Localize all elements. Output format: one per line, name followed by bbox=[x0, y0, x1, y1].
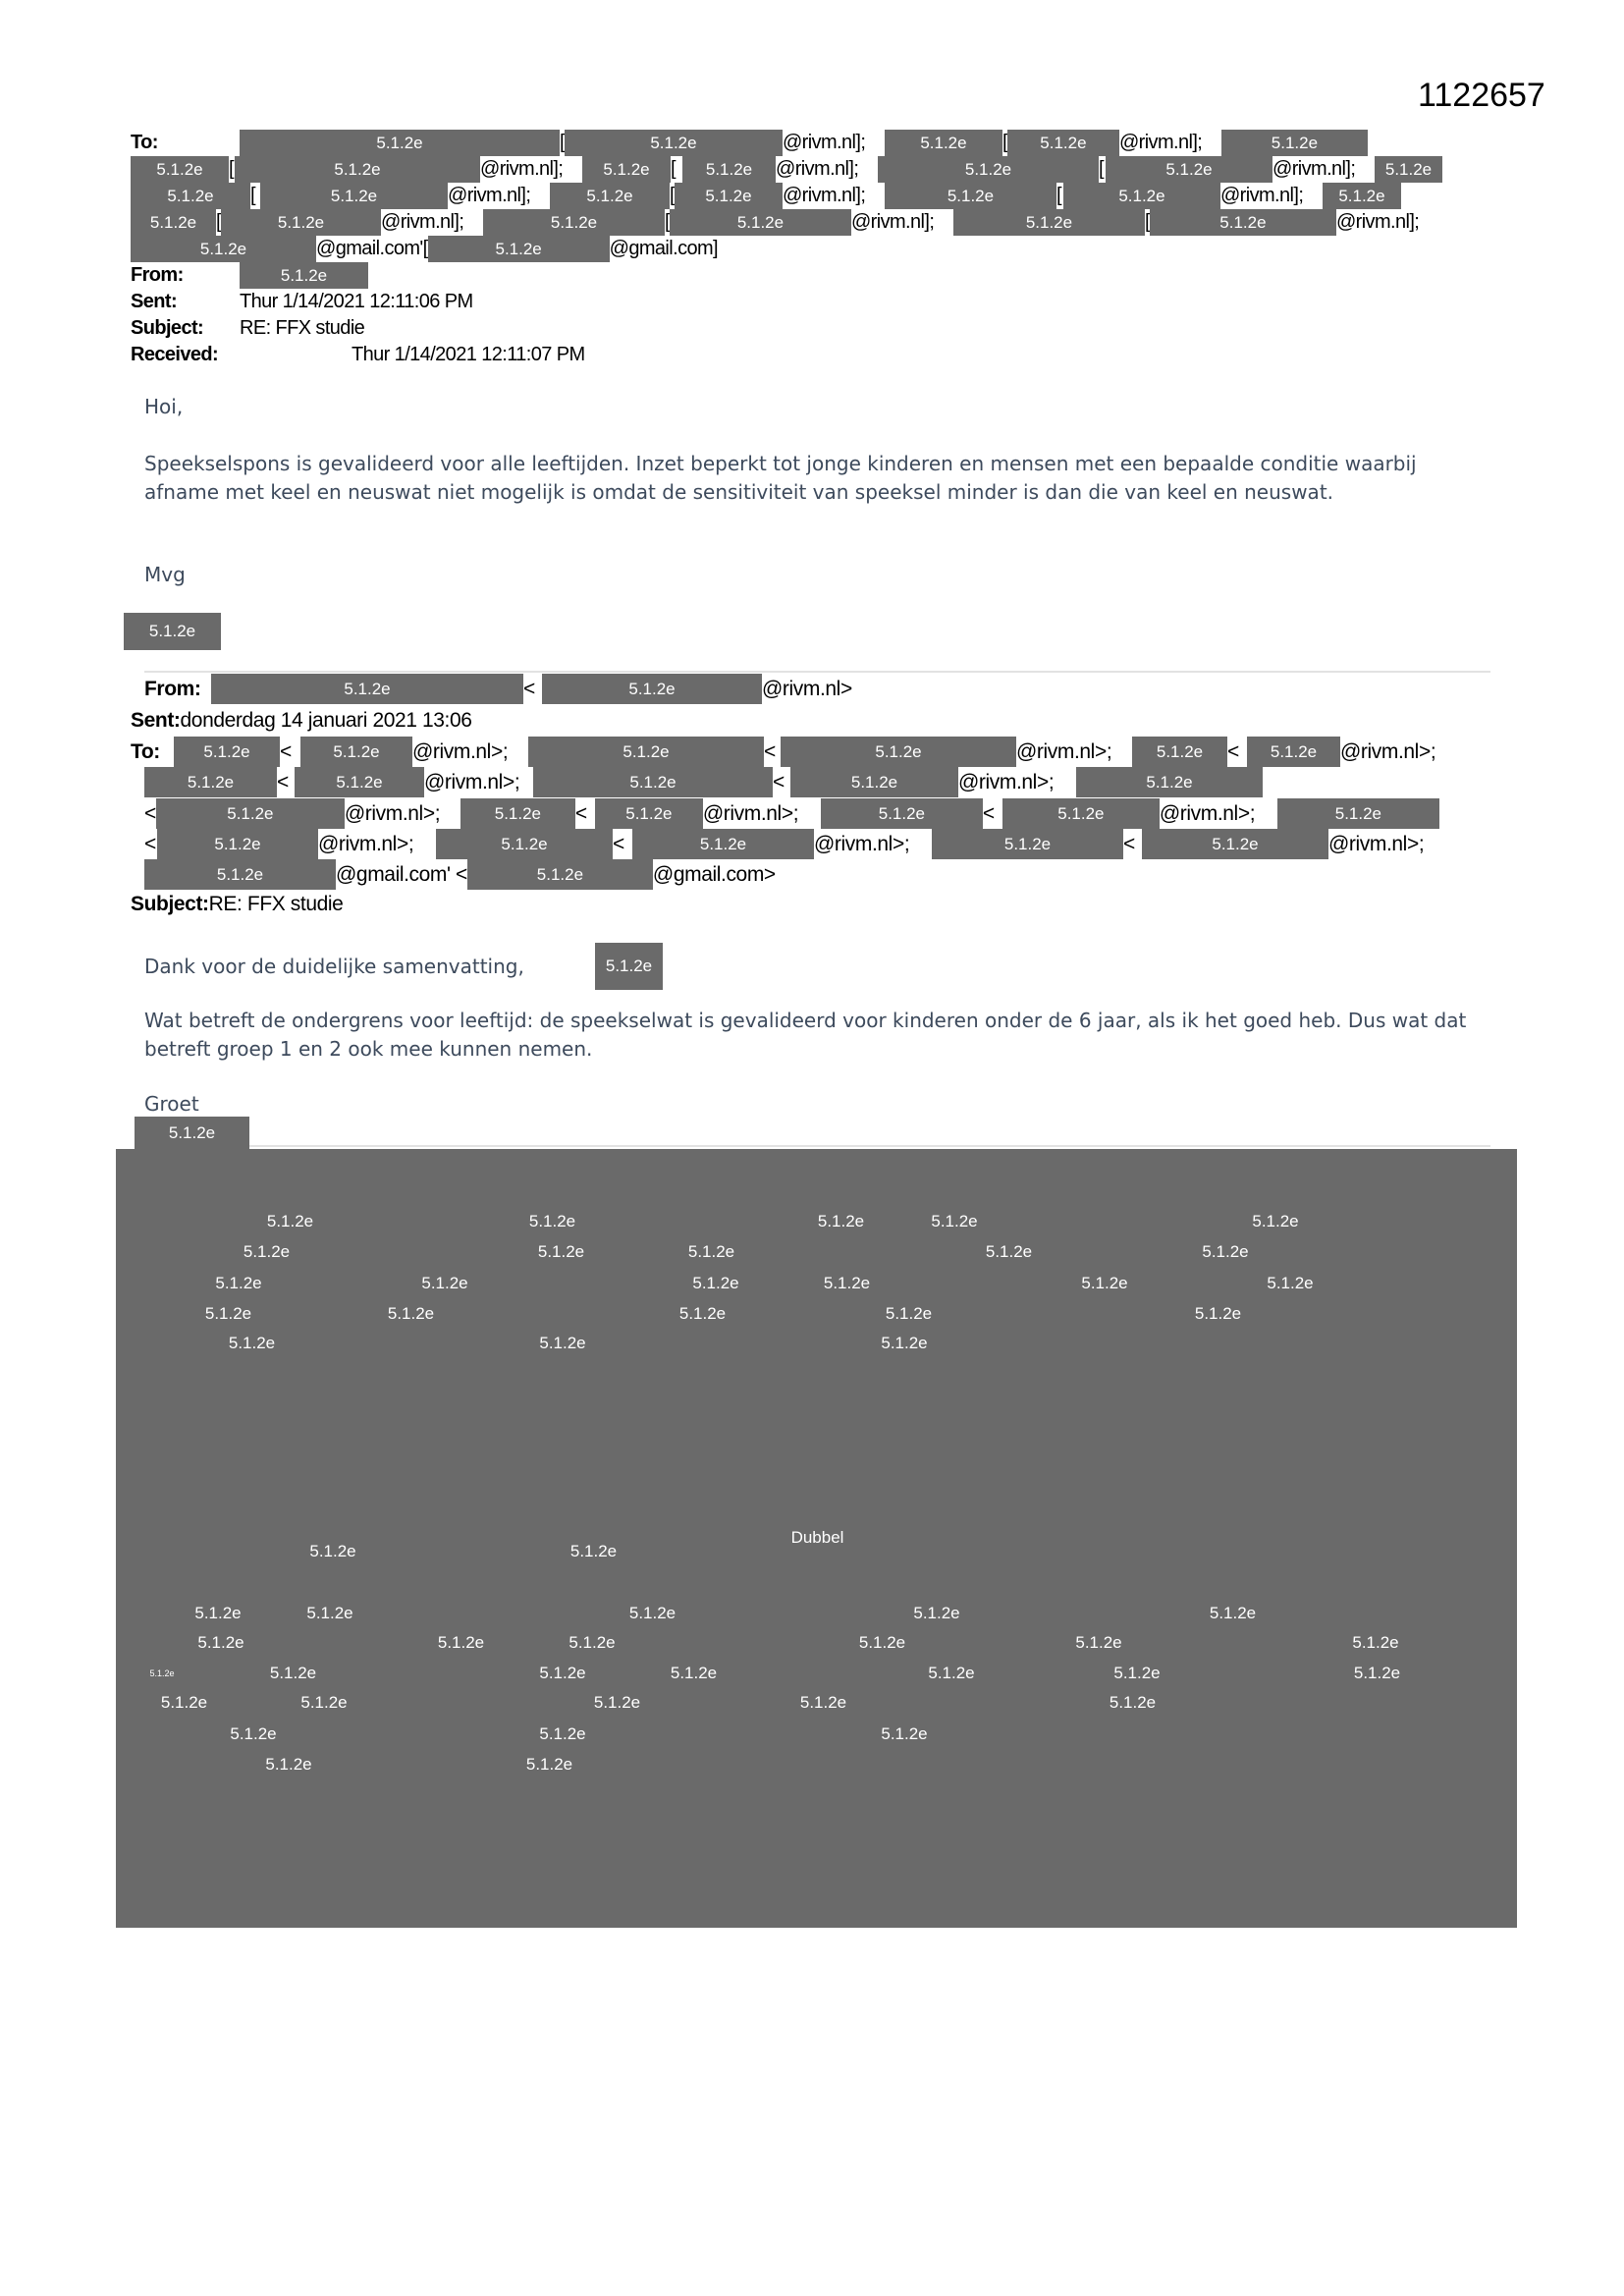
address-fragment: [ bbox=[665, 211, 670, 233]
address-fragment: @rivm.nl>; bbox=[1340, 739, 1436, 763]
redaction-label: 5.1.2e bbox=[269, 1664, 317, 1682]
address-fragment: @gmail.com] bbox=[609, 238, 719, 259]
email1-paragraph: Speekselspons is gevalideerd voor alle leeftijden. Inzet beperkt tot jonge kinderen en mensen met een bepaalde conditie waarbij afname met keel en neuswat niet mogelijk is omdat de sensitiviteit van speeksel minder is dan die van keel en neuswat. bbox=[144, 452, 1417, 504]
field-label: Subject: bbox=[131, 892, 209, 915]
address-fragment: < bbox=[1123, 832, 1135, 855]
redaction: 5.1.2e bbox=[1132, 737, 1227, 767]
redaction: 5.1.2e bbox=[131, 183, 250, 209]
address-fragment: [ bbox=[229, 158, 234, 180]
header-line bbox=[131, 889, 343, 919]
redaction-label: 5.1.2e bbox=[525, 1755, 573, 1774]
redaction-label: 5.1.2e bbox=[230, 1723, 277, 1743]
address-fragment: @rivm.nl>; bbox=[412, 739, 509, 763]
email2-line1: Dank voor de duidelijke samenvatting, bbox=[144, 955, 524, 978]
redaction: 5.1.2e bbox=[1323, 183, 1401, 209]
redaction-label: 5.1.2e bbox=[913, 1603, 960, 1622]
redaction: 5.1.2e bbox=[781, 737, 1016, 767]
redaction-label: 5.1.2e bbox=[678, 1304, 727, 1323]
redaction-label: 5.1.2e bbox=[1202, 1242, 1249, 1261]
redaction-label: 5.1.2e bbox=[881, 1334, 928, 1352]
email1-closing: Mvg bbox=[144, 563, 186, 586]
redaction-label: 5.1.2e bbox=[670, 1664, 718, 1682]
redaction: 5.1.2e bbox=[878, 156, 1099, 183]
address-fragment: < bbox=[773, 770, 785, 793]
redaction-label: 5.1.2e bbox=[1109, 1693, 1157, 1712]
redaction: 5.1.2e bbox=[1063, 183, 1220, 209]
redaction: 5.1.2e bbox=[675, 183, 783, 209]
header-line bbox=[131, 705, 472, 736]
field-label: Sent: bbox=[131, 291, 178, 312]
address-fragment: [ bbox=[1099, 158, 1104, 180]
redaction: 5.1.2e bbox=[483, 209, 665, 236]
redaction-label: 5.1.2e bbox=[885, 1304, 933, 1323]
address-fragment: @rivm.nl]; bbox=[850, 211, 935, 233]
header-line bbox=[144, 859, 776, 890]
address-fragment: @gmail.com> bbox=[652, 862, 776, 886]
redaction: 5.1.2e bbox=[821, 798, 983, 829]
address-fragment: @gmail.com' < bbox=[336, 862, 467, 886]
redaction-label: 5.1.2e bbox=[569, 1541, 618, 1560]
document-number: 1122657 bbox=[1418, 77, 1545, 114]
redaction: 5.1.2e bbox=[428, 236, 610, 262]
redaction: 5.1.2e bbox=[1277, 798, 1439, 829]
redaction: 5.1.2e bbox=[144, 859, 336, 890]
address-fragment: < bbox=[1227, 739, 1239, 763]
redaction: 5.1.2e bbox=[582, 156, 671, 183]
address-fragment: @rivm.nl]; bbox=[381, 211, 464, 233]
redaction: 5.1.2e bbox=[131, 156, 229, 183]
redaction: 5.1.2e bbox=[124, 613, 221, 650]
redaction-label: 5.1.2e bbox=[799, 1693, 847, 1712]
redaction: 5.1.2e bbox=[1375, 156, 1442, 183]
redaction: 5.1.2e bbox=[156, 798, 345, 829]
field-value: Thur 1/14/2021 12:11:06 PM bbox=[240, 291, 473, 312]
redaction: 5.1.2e bbox=[790, 767, 958, 797]
email1-greeting: Hoi, bbox=[144, 395, 184, 418]
header-line bbox=[131, 209, 1419, 236]
address-fragment: @rivm.nl>; bbox=[814, 832, 910, 855]
redaction-label: 5.1.2e bbox=[568, 1632, 616, 1652]
redaction-label: 5.1.2e bbox=[928, 1664, 975, 1682]
redaction-label: 5.1.2e bbox=[687, 1242, 735, 1261]
header-line bbox=[144, 767, 1263, 797]
redaction-label: 5.1.2e bbox=[537, 1242, 585, 1261]
field-label: To: bbox=[131, 739, 160, 763]
redaction: 5.1.2e bbox=[1247, 737, 1340, 767]
address-fragment: < bbox=[144, 801, 156, 825]
redaction: 5.1.2e bbox=[953, 209, 1145, 236]
address-fragment: < bbox=[277, 770, 289, 793]
redaction: 5.1.2e bbox=[260, 183, 448, 209]
address-fragment: @rivm.nl>; bbox=[424, 770, 520, 793]
address-fragment: @rivm.nl>; bbox=[318, 832, 414, 855]
email2-closing: Groet bbox=[144, 1092, 199, 1116]
address-fragment: < bbox=[144, 832, 156, 855]
field-label: From: bbox=[144, 677, 201, 700]
redaction-label: 5.1.2e bbox=[387, 1304, 435, 1323]
address-fragment: @rivm.nl]; bbox=[448, 185, 531, 206]
redaction-label: 5.1.2e bbox=[593, 1693, 641, 1712]
redaction: 5.1.2e bbox=[885, 183, 1056, 209]
redaction: 5.1.2e bbox=[1076, 767, 1263, 797]
redaction-label: 5.1.2e bbox=[931, 1211, 978, 1230]
address-fragment: @rivm.nl]; bbox=[480, 158, 564, 180]
header-line bbox=[131, 737, 1435, 767]
address-fragment: @rivm.nl>; bbox=[1328, 832, 1425, 855]
address-fragment: @rivm.nl]; bbox=[782, 185, 866, 206]
redaction: 5.1.2e bbox=[670, 209, 851, 236]
redaction: 5.1.2e bbox=[1007, 130, 1119, 156]
field-label: From: bbox=[131, 264, 184, 286]
email2-paragraph: Wat betreft de ondergrens voor leeftijd: de speekselwat is gevalideerd voor kinderen onder de 6 jaar, als ik het goed heb. Dus wat dat betreft groep 1 en 2 ook mee kunnen nemen. bbox=[144, 1009, 1467, 1061]
redaction: 5.1.2e bbox=[885, 130, 1002, 156]
address-fragment: @rivm.nl]; bbox=[776, 158, 859, 180]
redaction-label: 5.1.2e bbox=[149, 1668, 175, 1678]
redaction: 5.1.2e bbox=[932, 829, 1123, 859]
redaction: 5.1.2e bbox=[131, 236, 316, 262]
redaction: 5.1.2e bbox=[240, 130, 560, 156]
field-value: RE: FFX studie bbox=[240, 317, 365, 339]
field-value: Thur 1/14/2021 12:11:07 PM bbox=[352, 344, 585, 365]
redaction-label: 5.1.2e bbox=[1075, 1632, 1122, 1652]
redaction-label: 5.1.2e bbox=[243, 1242, 291, 1261]
redaction: 5.1.2e bbox=[565, 130, 783, 156]
redaction-label: 5.1.2e bbox=[1353, 1664, 1401, 1682]
redaction: 5.1.2e bbox=[1221, 130, 1368, 156]
redaction: 5.1.2e bbox=[460, 798, 575, 829]
redaction: 5.1.2e bbox=[528, 737, 764, 767]
redaction: 5.1.2e bbox=[295, 767, 424, 797]
redaction-label: 5.1.2e bbox=[309, 1541, 356, 1560]
header-line bbox=[131, 315, 364, 342]
address-fragment: < bbox=[574, 801, 587, 825]
field-value: donderdag 14 januari 2021 13:06 bbox=[180, 708, 472, 732]
address-fragment: < bbox=[764, 739, 776, 763]
field-label: Subject: bbox=[131, 317, 204, 339]
redaction-label: 5.1.2e bbox=[204, 1304, 252, 1323]
header-line bbox=[144, 829, 1424, 859]
redaction-label: 5.1.2e bbox=[858, 1632, 906, 1652]
redaction: 5.1.2e bbox=[682, 156, 776, 183]
redaction-label: 5.1.2e bbox=[421, 1273, 468, 1292]
redaction: 5.1.2e bbox=[235, 156, 480, 183]
separator bbox=[144, 671, 1490, 673]
address-fragment: [ bbox=[1144, 211, 1150, 233]
redaction-note: Dubbel bbox=[790, 1528, 844, 1547]
header-line bbox=[144, 674, 852, 704]
header-line bbox=[131, 130, 1368, 156]
address-fragment: @rivm.nl]; bbox=[1335, 211, 1420, 233]
address-fragment: @rivm.nl>; bbox=[1159, 801, 1256, 825]
header-line bbox=[131, 262, 368, 289]
redaction: 5.1.2e bbox=[300, 737, 412, 767]
address-fragment: < bbox=[613, 832, 624, 855]
redaction: 5.1.2e bbox=[221, 209, 381, 236]
redaction-label: 5.1.2e bbox=[437, 1632, 485, 1652]
header-line bbox=[131, 236, 718, 262]
redaction: 5.1.2e bbox=[467, 859, 653, 890]
redaction-label: 5.1.2e bbox=[985, 1242, 1033, 1261]
redacted-block bbox=[116, 1149, 1517, 1928]
address-fragment: @rivm.nl>; bbox=[1016, 739, 1112, 763]
address-fragment: @rivm.nl]; bbox=[782, 132, 866, 153]
redaction: 5.1.2e bbox=[1106, 156, 1272, 183]
header-line bbox=[131, 342, 585, 368]
redaction-label: 5.1.2e bbox=[306, 1603, 353, 1622]
header-line bbox=[131, 183, 1401, 209]
address-fragment: @rivm.nl>; bbox=[702, 801, 799, 825]
redaction-label: 5.1.2e bbox=[692, 1273, 739, 1292]
redaction-label: 5.1.2e bbox=[1209, 1603, 1257, 1622]
redaction-label: 5.1.2e bbox=[215, 1273, 262, 1292]
address-fragment: [ bbox=[216, 211, 221, 233]
redaction: 5.1.2e bbox=[1150, 209, 1336, 236]
header-line bbox=[144, 798, 1439, 829]
redaction-label: 5.1.2e bbox=[1252, 1211, 1299, 1230]
redaction: 5.1.2e bbox=[144, 767, 277, 797]
redaction: 5.1.2e bbox=[550, 183, 670, 209]
redaction: 5.1.2e bbox=[533, 767, 773, 797]
redaction: 5.1.2e bbox=[1002, 798, 1160, 829]
field-label: Received: bbox=[131, 344, 219, 365]
field-label: To: bbox=[131, 132, 158, 153]
header-line bbox=[131, 289, 473, 315]
redaction: 5.1.2e bbox=[1142, 829, 1328, 859]
address-fragment: [ bbox=[671, 158, 676, 180]
address-fragment: @rivm.nl>; bbox=[958, 770, 1055, 793]
redaction-label: 5.1.2e bbox=[1113, 1664, 1161, 1682]
redaction-label: 5.1.2e bbox=[528, 1211, 576, 1230]
redaction-label: 5.1.2e bbox=[539, 1334, 586, 1352]
redaction-label: 5.1.2e bbox=[817, 1211, 865, 1230]
redaction-label: 5.1.2e bbox=[539, 1723, 586, 1743]
redaction-label: 5.1.2e bbox=[194, 1603, 242, 1622]
redaction-label: 5.1.2e bbox=[628, 1603, 677, 1622]
redaction: 5.1.2e bbox=[157, 829, 318, 859]
redaction-label: 5.1.2e bbox=[228, 1334, 276, 1352]
address-fragment: @gmail.com'[ bbox=[316, 238, 428, 259]
redaction-label: 5.1.2e bbox=[197, 1632, 244, 1652]
address-fragment: @rivm.nl]; bbox=[1219, 185, 1304, 206]
address-fragment: [ bbox=[250, 185, 255, 206]
redaction: 5.1.2e bbox=[131, 209, 216, 236]
redaction-label: 5.1.2e bbox=[1194, 1304, 1242, 1323]
redaction: 5.1.2e bbox=[595, 798, 703, 829]
field-value: RE: FFX studie bbox=[208, 892, 344, 915]
address-fragment: @rivm.nl>; bbox=[344, 801, 441, 825]
redaction: 5.1.2e bbox=[240, 262, 368, 289]
redaction: 5.1.2e bbox=[595, 943, 663, 990]
address-fragment: @rivm.nl> bbox=[762, 677, 852, 700]
address-fragment: [ bbox=[670, 185, 675, 206]
address-fragment: [ bbox=[1056, 185, 1061, 206]
redaction: 5.1.2e bbox=[542, 674, 762, 704]
header-line bbox=[131, 156, 1442, 183]
redaction: 5.1.2e bbox=[135, 1117, 249, 1149]
redaction-label: 5.1.2e bbox=[1267, 1273, 1314, 1292]
redaction: 5.1.2e bbox=[174, 737, 280, 767]
redaction-label: 5.1.2e bbox=[1352, 1632, 1399, 1652]
address-fragment: [ bbox=[560, 132, 565, 153]
redaction-label: 5.1.2e bbox=[539, 1664, 586, 1682]
redaction-label: 5.1.2e bbox=[881, 1723, 928, 1743]
separator bbox=[249, 1145, 1490, 1147]
redaction: 5.1.2e bbox=[632, 829, 814, 859]
address-fragment: < bbox=[280, 739, 292, 763]
redaction: 5.1.2e bbox=[211, 674, 523, 704]
redaction-label: 5.1.2e bbox=[300, 1693, 348, 1712]
redaction-label: 5.1.2e bbox=[160, 1693, 208, 1712]
redaction-label: 5.1.2e bbox=[823, 1273, 871, 1292]
redaction-label: 5.1.2e bbox=[265, 1755, 312, 1774]
address-fragment: @rivm.nl]; bbox=[1118, 132, 1203, 153]
redaction: 5.1.2e bbox=[436, 829, 613, 859]
address-fragment: < bbox=[523, 677, 535, 700]
redaction-label: 5.1.2e bbox=[1081, 1273, 1128, 1292]
redaction-label: 5.1.2e bbox=[266, 1211, 314, 1230]
address-fragment: < bbox=[982, 801, 995, 825]
address-fragment: [ bbox=[1001, 132, 1007, 153]
address-fragment: @rivm.nl]; bbox=[1272, 158, 1356, 180]
field-label: Sent: bbox=[131, 708, 181, 732]
